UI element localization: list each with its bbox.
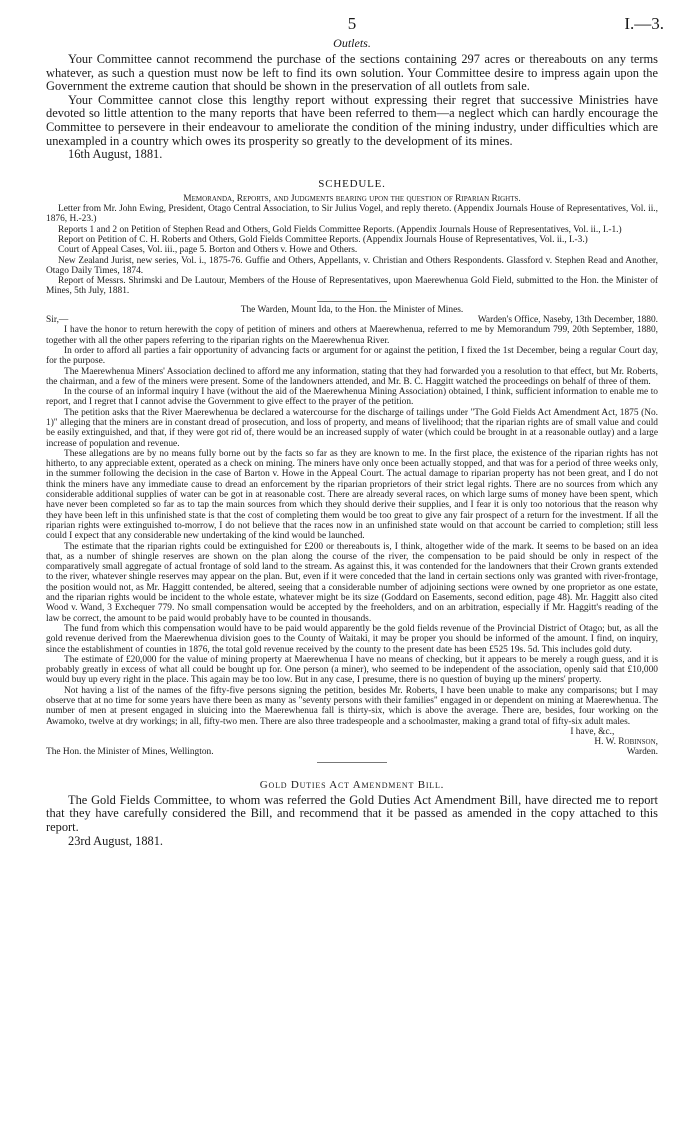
letter-signature-block bbox=[46, 727, 658, 748]
letter-footer-row bbox=[46, 747, 658, 757]
schedule-section bbox=[46, 194, 658, 297]
page-header bbox=[46, 8, 664, 34]
schedule-item: Report of Messrs. Shrimski and De Lautour, Members of the House of Representatives, upon Maerewhenua Gold Field, submitted to the Hon. the Minister of Mines, 5th July, 1881. bbox=[46, 276, 658, 297]
letter-paragraph: The Maerewhenua Miners' Association declined to afford me any information, stating that they had forwarded you a resolution to that effect, but Mr. Roberts, the chairman, and a few of the miners were present. Some of the landowners attended, and Mr. B. C. Haggitt watched the proceedings on behalf of three of them. bbox=[46, 366, 658, 387]
letter-paragraph: Not having a list of the names of the fifty-five persons signing the petition, besides Mr. Roberts, I have been unable to make any comparisons; but I may observe that at no time for some years have there been as many as "seventy persons with their families" engaged in or dependent on mining at Maerewhenua. The number of men at present engaged in sluicing into the Maerewhenua fall is thirty-six, which is above the average. There are, besides, four working on the Awamoko, twelve at dry workings; in all, fifty-two men. There are also three tradespeople and a schoolmaster, making a grand total of fifty-six adult males. bbox=[46, 685, 658, 727]
letter-address-row bbox=[46, 315, 658, 325]
page-number: 5 bbox=[347, 14, 357, 33]
schedule-intro: Memoranda, Reports, and Judgments bearing upon the question of Riparian Rights. bbox=[183, 193, 521, 204]
section-divider bbox=[317, 301, 387, 302]
letter-paragraph: I have the honor to return herewith the copy of petition of miners and others at Maerewhenua, referred to me by Memorandum 799, 20th September, 1880, together with all the other papers referring to the riparian rights on the Maerewhenua River. bbox=[46, 325, 658, 346]
document-reference: I.—3. bbox=[624, 14, 664, 33]
letter-paragraph: The estimate that the riparian rights could be extinguished for £200 or thereabouts is, I think, altogether wide of the mark. It seems to be based on an idea that, as a number of shingle reserves are shown on the plan along the course of the river, the compensation to be paid should be only in respect of the comparatively small aggregate of actual frontage of sold land to the stream. As against this, it was contended for the landowners that their Crown grants extended to the river, whatever shingle reserves may appear on the plan. But, even if it were conceded that the land in certain sections only was granted with river-frontage, the position would not, as Mr. Haggitt contended, be altered, seeing that a considerable number of adjoining sections were owned by one proprietor as one estate, and the riparian rights would be incident to the whole estate, whatever might be its size (Goddard on Easements, second edition, page 48). Mr. Haggitt also cited Wood v. Wand, 3 Exchequer 779. No small compensation would be accepted by the freeholders, and on an arbitration, especially if Mr. Haggitt's reading of the law be correct, the amount to be paid would probably have to be counted in thousands. bbox=[46, 541, 658, 624]
letter-closing: I have, &c., bbox=[570, 726, 615, 737]
section-divider bbox=[317, 762, 387, 763]
outlets-paragraph-2: Your Committee cannot close this lengthy report without expressing their regret that successive Ministries have devoted so little attention to the many reports that have been referred to them—a neglect which can hardly encourage the Committee to persevere in their endeavour to ameliorate the condition of the mining industry, under difficulties which are unexampled in a country which owes its prosperity so greatly to the development of its mines. bbox=[46, 92, 658, 148]
letter-signer-role: Warden. bbox=[626, 747, 658, 758]
letter-paragraph: In the course of an informal inquiry I have (without the aid of the Maerewhenua Mining Association) obtained, I think, sufficient information to enable me to report, and I regret that I cannot advise the Government to give effect to the prayer of the petition. bbox=[46, 387, 658, 408]
letter-salutation: Sir,— bbox=[46, 315, 69, 326]
gold-duties-title: Gold Duties Act Amendment Bill. bbox=[259, 778, 445, 791]
letter-paragraph: In order to afford all parties a fair opportunity of advancing facts or argument for or against the petition, I fixed the 1st December, being a regular Court day, for the purpose. bbox=[46, 345, 658, 367]
letter-office-date: Warden's Office, Naseby, 13th December, 1880. bbox=[477, 315, 658, 326]
letter-signer: H. W. Robinson, bbox=[594, 737, 658, 748]
gold-duties-section bbox=[46, 794, 658, 848]
letter-paragraph: The petition asks that the River Maerewhenua be declared a watercourse for the discharge of tailings under "The Gold Fields Act Amendment Act, 1875 (No. 1)" alleging that the miners are in constant dread of prosecution, and loss of property, and means of livelihood; that the riparian rights are of small value and could be easily extinguished, and that, if they were got rid of, there would be an increased supply of water (which could be brought in at a reasonable outlay) and a large increase of population and revenue. bbox=[46, 407, 658, 449]
warden-letter bbox=[46, 305, 658, 758]
outlets-paragraph-1: Your Committee cannot recommend the purchase of the sections containing 297 acres or thereabouts on any terms whatever, as such a question must now be left to find its own solution. Your Committee desire to impress again upon the Government the extreme caution that should be shown in the preservation of all outlets from sale. bbox=[46, 52, 658, 94]
gold-duties-date: 23rd August, 1881. bbox=[68, 833, 163, 848]
schedule-item: Court of Appeal Cases, Vol. iii., page 5. Borton and Others v. Howe and Others. bbox=[58, 245, 358, 256]
schedule-title: SCHEDULE. bbox=[318, 177, 386, 190]
outlets-date: 16th August, 1881. bbox=[68, 147, 163, 162]
letter-paragraph: These allegations are by no means fully borne out by the facts so far as they are known to me. In the first place, the existence of the riparian rights has not hitherto, to any appreciable extent, operated as a check on mining. The miners have only once been actually stopped, and that was for a period of three weeks only, in the summer following the decision in the case of Barton v. Howe in the Appeal Court. The actual damage to riparian property has not been great, and I do not think the miners have any immediate cause to dread an enforcement by the riparian proprietors of their strict legal rights. There are no sources from which any considerable additional supplies of water can be got in at reasonable cost. There are already several races, on which large sums of money have been spent, which have never been completed so far as to tap the main sources from which they should derive their supplies, and I fear it is only too notorious that the reason why they have been left in this unfinished state is that the cost of completing them would be too great to give any fair prospect of a return for the investment. If all the riparian rights were extinguished to-morrow, I do not believe that the races now in an unfinished state would on that account be carried to completion; still less could I expect that any considerable new undertaking of the kind would be launched. bbox=[46, 448, 658, 542]
letter-addressee: The Hon. the Minister of Mines, Wellington. bbox=[46, 747, 214, 758]
letter-paragraph: The estimate of £20,000 for the value of mining property at Maerewhenua I have no means of checking, but it appears to be merely a rough guess, and it is probably greatly in excess of what all could be bought up for. One person (a miner), who seemed to be independent of the association, openly said that £10,000 would buy up every right in the place. This again may be too low. But in any case, I presume, there is no question of buying up the miners' property. bbox=[46, 654, 658, 686]
letter-heading: The Warden, Mount Ida, to the Hon. the Minister of Mines. bbox=[240, 304, 464, 315]
schedule-item: Reports 1 and 2 on Petition of Stephen Read and Others, Gold Fields Committee Reports. (Appendix Journals House of Representatives, Vol. ii., I.-1.) bbox=[58, 224, 622, 235]
schedule-item: Letter from Mr. John Ewing, President, Otago Central Association, to Sir Julius Vogel, and reply thereto. (Appendix Journals House of Representatives, Vol. ii., 1876, H.-23.) bbox=[46, 204, 658, 225]
gold-duties-paragraph: The Gold Fields Committee, to whom was referred the Gold Duties Act Amendment Bill, have directed me to report that they have carefully considered the Bill, and recommend that it be passed as amended in the copy attached to this report. bbox=[46, 792, 658, 834]
outlets-section bbox=[46, 53, 658, 162]
schedule-item: Report on Petition of C. H. Roberts and Others, Gold Fields Committee Reports. (Appendix Journals House of Representatives, Vol. ii., I.-3.) bbox=[58, 234, 588, 245]
letter-paragraph: The fund from which this compensation would have to be paid would apparently be the gold fields revenue of the Provincial District of Otago; but, as all the gold revenue derived from the Maerewhenua division goes to the County of Waitaki, it may be proper you should be informed of the amount. I find, on inquiry, since the establishment of counties in 1876, the total gold revenue received by the county to the present date has been £525 19s. 5d. This includes gold duty. bbox=[46, 623, 658, 655]
schedule-item: New Zealand Jurist, new series, Vol. i., 1875-76. Guffie and Others, Appellants, v. Christian and Others Respondents. Glassford v. Stephen Read and Another, Otago Daily Times, 1874. bbox=[46, 255, 658, 276]
outlets-heading: Outlets. bbox=[333, 36, 371, 50]
